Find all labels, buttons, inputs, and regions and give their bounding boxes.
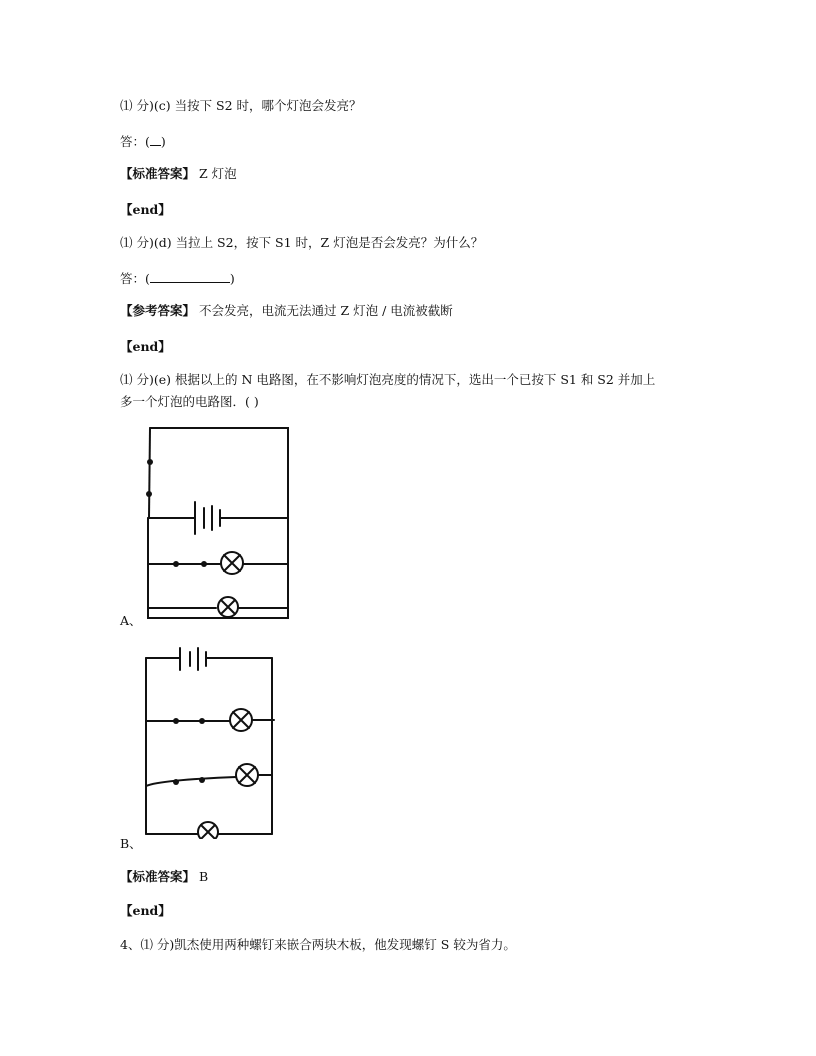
reference-answer-text: 不会发亮，电流无法通过 Z 灯泡 / 电流被截断 <box>199 303 453 318</box>
answer-suffix: ) <box>229 271 235 286</box>
answer-prefix: 答：( <box>120 134 150 149</box>
switch-contact <box>146 491 152 497</box>
switch-contact <box>147 459 153 465</box>
standard-answer-text: B <box>199 869 209 884</box>
question-3d: ⑴ 分)(d) 当拉上 S2，按下 S1 时，Z 灯泡是否会发亮？为什么？ <box>120 235 484 250</box>
switch-contact <box>201 561 207 567</box>
standard-answer-3c <box>120 166 237 182</box>
circuit-diagram-b <box>140 644 285 839</box>
standard-answer-3e <box>120 869 208 885</box>
question-3c: ⑴ 分)(c) 当按下 S2 时，哪个灯泡会发亮？ <box>120 98 362 113</box>
end-marker: 【end】 <box>120 202 171 217</box>
answer-3d-line <box>120 270 235 287</box>
end-marker: 【end】 <box>120 903 171 918</box>
switch-contact <box>173 561 179 567</box>
switch-contact <box>199 718 205 724</box>
standard-answer-text: Z 灯泡 <box>199 166 237 181</box>
question-3e-line2: 多一个灯泡的电路图．( ) <box>120 394 259 409</box>
switch-contact <box>173 779 179 785</box>
option-a-label[interactable]: A、 <box>120 613 142 628</box>
option-b-label[interactable]: B、 <box>120 836 142 851</box>
answer-blank[interactable] <box>150 133 161 146</box>
answer-suffix: ) <box>160 134 166 149</box>
question-4: 4、⑴ 分)凯杰使用两种螺钉来嵌合两块木板，他发现螺钉 S 较为省力。 <box>120 937 516 952</box>
standard-answer-label: 【标准答案】 <box>120 166 196 181</box>
answer-prefix: 答：( <box>120 271 150 286</box>
answer-blank[interactable] <box>150 270 230 283</box>
reference-answer-label: 【参考答案】 <box>120 303 196 318</box>
end-marker: 【end】 <box>120 339 171 354</box>
answer-3c-line <box>120 133 166 150</box>
circuit-diagram-a <box>140 422 295 624</box>
standard-answer-label: 【标准答案】 <box>120 869 196 884</box>
question-3e-line1: ⑴ 分)(e) 根据以上的 N 电路图，在不影响灯泡亮度的情况下，选出一个已按下 S1 和 S2 并加上 <box>120 372 656 387</box>
switch-contact <box>173 718 179 724</box>
switch-contact <box>199 777 205 783</box>
reference-answer-3d <box>120 303 453 319</box>
